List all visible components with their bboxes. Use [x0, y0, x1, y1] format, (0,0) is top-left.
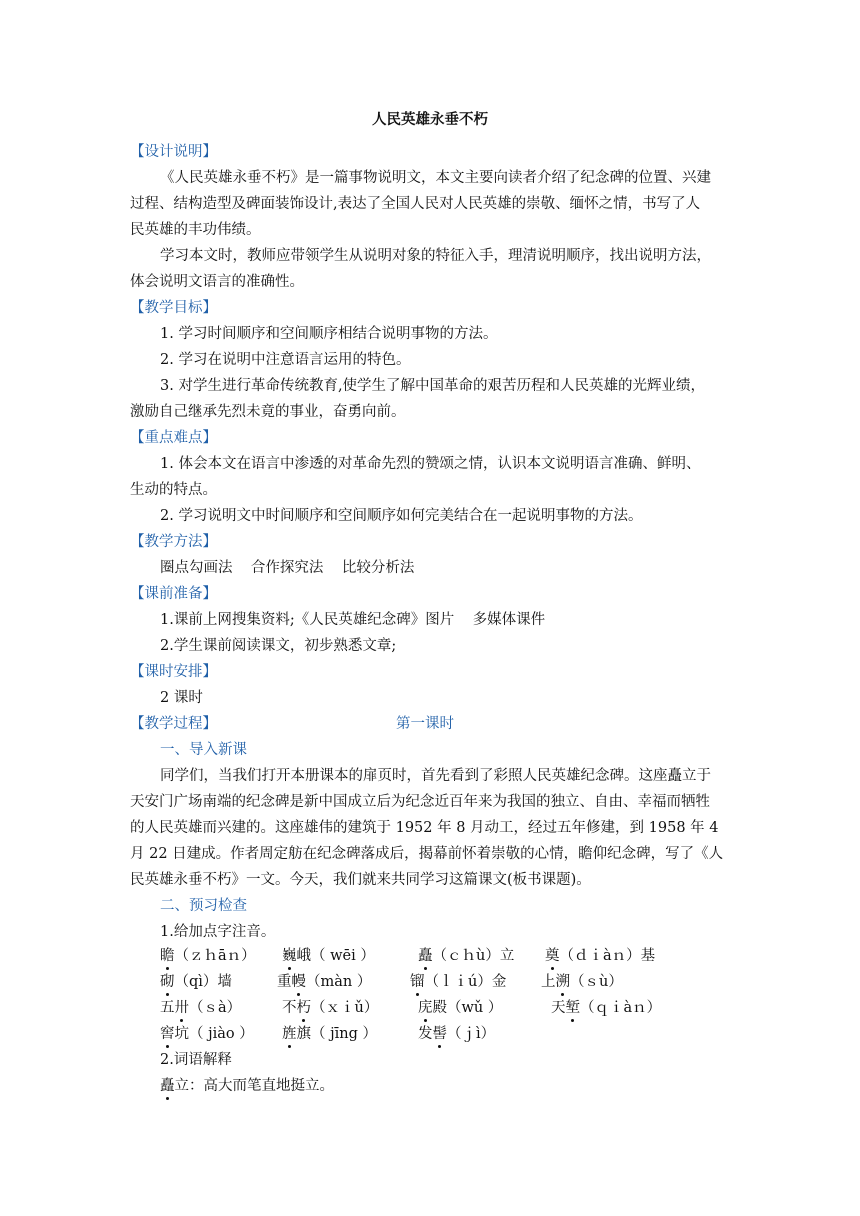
prep-item: 2.学生课前阅读课文，初步熟悉文章; [160, 638, 397, 654]
pinyin-item: 瞻（ｚｈāｎ） [160, 948, 256, 964]
dotted-char: 卅 [174, 1000, 189, 1016]
methods-list: 圈点勾画法 合作探究法 比较分析法 [160, 560, 415, 576]
pinyin-item: 镏（ｌｉú）金 [410, 974, 507, 990]
pinyin-item: 五卅（ｓà） [160, 1000, 242, 1016]
pinyin-item: 上溯（ｓù） [541, 974, 623, 990]
vocab-heading: 2.词语解释 [160, 1052, 232, 1068]
paragraph-line: 民英雄的丰功伟绩。 [130, 222, 261, 238]
pinyin-item: 巍峨（ wēi ） [282, 948, 375, 964]
pinyin-item: 重幔（màn ） [277, 974, 372, 990]
paragraph-line: 民英雄永垂不朽》一文。今天，我们就来共同学习这篇课文(板书课题)。 [130, 872, 591, 888]
dotted-char: 庑 [418, 1000, 433, 1016]
schedule-value: 2 课时 [160, 690, 203, 706]
paragraph-line: 过程、结构造型及碑面装饰设计,表达了全国人民对人民英雄的崇敬、缅怀之情，书写了人 [130, 196, 701, 212]
dotted-char: 旌 [282, 1026, 297, 1042]
section-heading-design: 【设计说明】 [130, 144, 217, 160]
lesson-label: 第一课时 [396, 716, 454, 732]
pinyin-item: 砌（qì）墙 [160, 974, 232, 990]
dotted-char: 瞻 [160, 948, 175, 964]
section-heading-goals: 【教学目标】 [130, 300, 217, 316]
dotted-char: 巍 [282, 948, 297, 964]
pinyin-item: 窖坑（ jiào ） [160, 1026, 254, 1042]
dotted-char: 奠 [545, 948, 560, 964]
keypoint-item-continued: 生动的特点。 [130, 482, 217, 498]
preview-heading: 二、预习检查 [160, 898, 247, 914]
paragraph-line: 月 22 日建成。作者周定舫在纪念碑落成后，揭幕前怀着崇敬的心情，瞻仰纪念碑，写了《人 [130, 846, 724, 862]
paragraph-line: 天安门广场南端的纪念碑是新中国成立后为纪念近百年来为我国的独立、自由、幸福而牺牲 [130, 794, 710, 810]
section-heading-process: 【教学过程】 [130, 716, 217, 732]
goal-item: 2. 学习在说明中注意语言运用的特色。 [160, 352, 411, 368]
pinyin-item: 庑殿（wǔ ） [418, 1000, 503, 1016]
pinyin-item: 矗（ｃｈù）立 [418, 948, 515, 964]
pinyin-item: 旌旗（ jīng ） [282, 1026, 377, 1042]
dotted-char: 砌 [160, 974, 175, 990]
prep-item: 1.课前上网搜集资料;《人民英雄纪念碑》图片 多媒体课件 [160, 612, 546, 628]
dotted-char: 堑 [565, 1000, 580, 1016]
dotted-char: 朽 [296, 1000, 311, 1016]
goal-item: 3. 对学生进行革命传统教育,使学生了解中国革命的艰苦历程和人民英雄的光辉业绩， [160, 378, 706, 394]
vocab-item [160, 1076, 334, 1096]
section-heading-keypoints: 【重点难点】 [130, 430, 217, 446]
paragraph-line: 学习本文时，教师应带领学生从说明对象的特征入手，理清说明顺序，找出说明方法， [160, 248, 711, 264]
section-heading-prep: 【课前准备】 [130, 586, 217, 602]
pinyin-item: 天堑（ｑｉàｎ） [551, 1000, 662, 1016]
pinyin-heading: 1.给加点字注音。 [160, 924, 276, 940]
dotted-char: 矗 [160, 1078, 175, 1094]
pinyin-item: 不朽（ｘｉǔ） [282, 1000, 379, 1016]
section-heading-schedule: 【课时安排】 [130, 664, 217, 680]
vocab-text: 立：高大而笔直地挺立。 [174, 1078, 334, 1094]
paragraph-line: 的人民英雄而兴建的。这座雄伟的建筑于 1952 年 8 月动工，经过五年修建，到 1958 年 4 [130, 820, 719, 836]
intro-heading: 一、导入新课 [160, 742, 247, 758]
pinyin-item: 奠（ｄｉàｎ）基 [545, 948, 656, 964]
dotted-char: 窖 [160, 1026, 175, 1042]
dotted-char: 溯 [555, 974, 570, 990]
paragraph-line: 体会说明文语言的准确性。 [130, 274, 304, 290]
paragraph-line: 同学们，当我们打开本册课本的扉页时，首先看到了彩照人民英雄纪念碑。这座矗立于 [160, 768, 711, 784]
document-title: 人民英雄永垂不朽 [372, 111, 488, 128]
keypoint-item: 2. 学习说明文中时间顺序和空间顺序如何完美结合在一起说明事物的方法。 [160, 508, 643, 524]
keypoint-item: 1. 体会本文在语言中渗透的对革命先烈的赞颂之情，认识本文说明语言准确、鲜明、 [160, 456, 701, 472]
pinyin-item: 发髻（ｊì） [418, 1026, 496, 1042]
section-heading-methods: 【教学方法】 [130, 534, 217, 550]
paragraph-line: 《人民英雄永垂不朽》是一篇事物说明文，本文主要向读者介绍了纪念碑的位置、兴建 [160, 170, 711, 186]
goal-item-continued: 激励自己继承先烈未竟的事业，奋勇向前。 [130, 404, 406, 420]
dotted-char: 髻 [432, 1026, 447, 1042]
dotted-char: 幔 [291, 974, 306, 990]
dotted-char: 矗 [418, 948, 433, 964]
goal-item: 1. 学习时间顺序和空间顺序相结合说明事物的方法。 [160, 326, 498, 342]
dotted-char: 镏 [410, 974, 425, 990]
